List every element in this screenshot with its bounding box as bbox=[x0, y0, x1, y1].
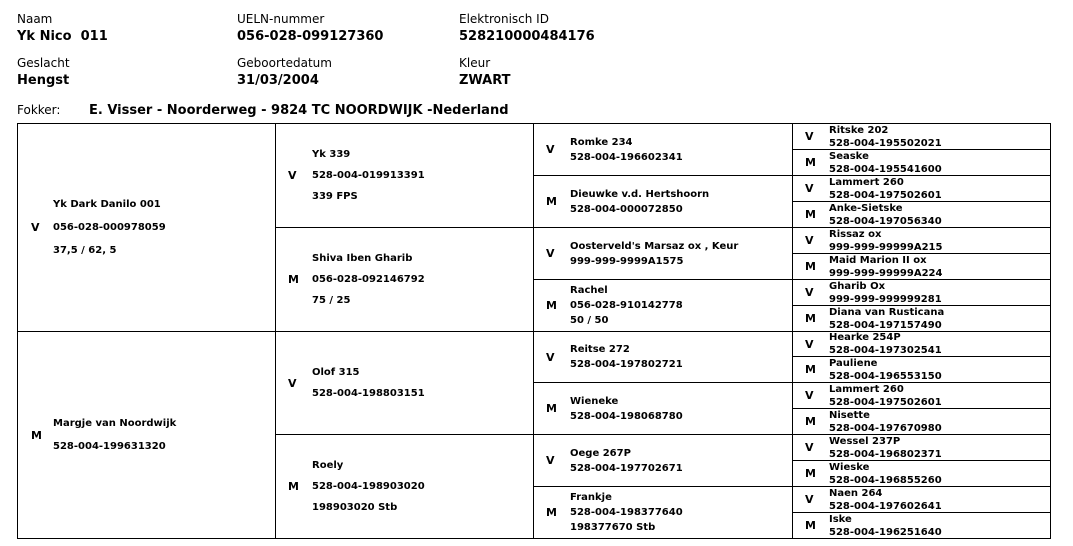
horse-name: Dieuwke v.d. Hertshoorn bbox=[570, 189, 710, 200]
horse-name: Reitse 272 bbox=[570, 344, 630, 355]
sex-marker: M bbox=[805, 519, 816, 532]
name-label: Naam bbox=[17, 12, 53, 26]
horse-detail: 37,5 / 62, 5 bbox=[53, 245, 117, 256]
horse-name: Gharib Ox bbox=[829, 281, 886, 292]
horse-detail: 999-999-999999281 bbox=[829, 294, 942, 305]
horse-name: Lammert 260 bbox=[829, 384, 904, 395]
pedigree-cell-gen3 bbox=[533, 486, 793, 539]
horse-name: Ritske 202 bbox=[829, 125, 889, 136]
ueln-value: 056-028-099127360 bbox=[237, 29, 384, 44]
pedigree-cell-gen4 bbox=[792, 123, 1051, 150]
horse-name: Rissaz ox bbox=[829, 229, 882, 240]
pedigree-cell-gen4 bbox=[792, 227, 1051, 254]
horse-detail: 528-004-197302541 bbox=[829, 345, 942, 356]
pedigree-cell-gen3 bbox=[533, 382, 793, 435]
breeder-row bbox=[17, 99, 509, 118]
pedigree-cell-gen4 bbox=[792, 149, 1051, 176]
pedigree-cell-gen2 bbox=[275, 434, 534, 539]
sex-marker: V bbox=[805, 234, 814, 247]
sex-marker: M bbox=[288, 273, 299, 286]
pedigree-cell-gen4 bbox=[792, 201, 1051, 228]
pedigree-cell-gen4 bbox=[792, 486, 1051, 513]
horse-detail: 198903020 Stb bbox=[312, 502, 398, 513]
horse-name: Shiva Iben Gharib bbox=[312, 253, 413, 264]
horse-detail: 528-004-198377640 bbox=[570, 507, 683, 518]
sex-marker: V bbox=[805, 286, 814, 299]
horse-detail: 999-999-9999A1575 bbox=[570, 256, 684, 267]
sex-marker: V bbox=[805, 441, 814, 454]
horse-name: Yk Dark Danilo 001 bbox=[53, 199, 161, 210]
pedigree-cell-gen3 bbox=[533, 279, 793, 332]
horse-detail: 528-004-199631320 bbox=[53, 441, 166, 452]
sex-marker: V bbox=[288, 169, 297, 182]
pedigree-cell-gen4 bbox=[792, 331, 1051, 357]
sex-marker: V bbox=[546, 143, 555, 156]
sex-marker: M bbox=[805, 312, 816, 325]
horse-detail: 999-999-99999A215 bbox=[829, 242, 943, 253]
gender-value: Hengst bbox=[17, 73, 70, 88]
horse-detail: 528-004-019913391 bbox=[312, 170, 425, 181]
sex-marker: V bbox=[805, 130, 814, 143]
horse-name: Frankje bbox=[570, 492, 612, 503]
pedigree-cell-gen4 bbox=[792, 305, 1051, 332]
breeder-label: Fokker: bbox=[17, 103, 61, 117]
sex-marker: M bbox=[805, 467, 816, 480]
pedigree-cell-gen4 bbox=[792, 382, 1051, 409]
ueln-label: UELN-nummer bbox=[237, 12, 325, 26]
horse-detail: 528-004-198803151 bbox=[312, 388, 425, 399]
sex-marker: M bbox=[546, 195, 557, 208]
horse-name: Anke-Sietske bbox=[829, 203, 903, 214]
pedigree-cell-gen3 bbox=[533, 331, 793, 383]
horse-detail: 528-004-198068780 bbox=[570, 411, 683, 422]
breeder-value: E. Visser - Noorderweg - 9824 TC NOORDWIJK -Nederland bbox=[89, 103, 509, 118]
horse-name: Iske bbox=[829, 514, 852, 525]
pedigree-cell-gen2 bbox=[275, 123, 534, 228]
sex-marker: V bbox=[546, 247, 555, 260]
horse-name: Oege 267P bbox=[570, 448, 631, 459]
horse-detail: 528-004-197670980 bbox=[829, 423, 942, 434]
horse-name: Seaske bbox=[829, 151, 869, 162]
pedigree-cell-gen3 bbox=[533, 175, 793, 228]
color-label: Kleur bbox=[459, 56, 491, 70]
pedigree-cell-gen4 bbox=[792, 512, 1051, 539]
horse-detail: 528-004-197602641 bbox=[829, 501, 942, 512]
horse-detail: 528-004-197157490 bbox=[829, 320, 942, 331]
sex-marker: V bbox=[805, 182, 814, 195]
sex-marker: M bbox=[805, 208, 816, 221]
pedigree-cell-gen4 bbox=[792, 253, 1051, 280]
horse-detail: 528-004-196855260 bbox=[829, 475, 942, 486]
pedigree-cell-gen3 bbox=[533, 123, 793, 176]
horse-detail: 528-004-196553150 bbox=[829, 371, 942, 382]
horse-detail: 528-004-196802371 bbox=[829, 449, 942, 460]
horse-name: Wieske bbox=[829, 462, 870, 473]
horse-detail: 528-004-197702671 bbox=[570, 463, 683, 474]
horse-name: Pauliene bbox=[829, 358, 878, 369]
sex-marker: V bbox=[288, 377, 297, 390]
pedigree-cell-gen4 bbox=[792, 175, 1051, 202]
horse-detail: 056-028-092146792 bbox=[312, 274, 425, 285]
sex-marker: M bbox=[546, 402, 557, 415]
horse-detail: 528-004-197502601 bbox=[829, 190, 942, 201]
eid-label: Elektronisch ID bbox=[459, 12, 549, 26]
pedigree-cell-gen4 bbox=[792, 408, 1051, 435]
horse-detail: 056-028-910142778 bbox=[570, 300, 683, 311]
color-value: ZWART bbox=[459, 73, 511, 88]
name-value: Yk Nico 011 bbox=[17, 29, 108, 44]
horse-detail: 528-004-195541600 bbox=[829, 164, 942, 175]
horse-name: Yk 339 bbox=[312, 149, 351, 160]
horse-detail: 528-004-196251640 bbox=[829, 527, 942, 538]
sex-marker: M bbox=[805, 415, 816, 428]
horse-detail: 528-004-197056340 bbox=[829, 216, 942, 227]
horse-detail: 339 FPS bbox=[312, 191, 358, 202]
horse-detail: 528-004-198903020 bbox=[312, 481, 425, 492]
gender-label: Geslacht bbox=[17, 56, 70, 70]
sex-marker: M bbox=[546, 299, 557, 312]
pedigree-cell-gen2 bbox=[275, 227, 534, 332]
horse-detail: 75 / 25 bbox=[312, 295, 351, 306]
sex-marker: V bbox=[546, 351, 555, 364]
dob-value: 31/03/2004 bbox=[237, 73, 319, 88]
horse-detail: 528-004-000072850 bbox=[570, 204, 683, 215]
pedigree-cell-gen3 bbox=[533, 227, 793, 280]
sex-marker: M bbox=[805, 260, 816, 273]
pedigree-cell-gen3 bbox=[533, 434, 793, 487]
horse-detail: 50 / 50 bbox=[570, 315, 609, 326]
pedigree-cell-gen1 bbox=[17, 123, 276, 332]
horse-name: Nisette bbox=[829, 410, 870, 421]
pedigree-cell-gen1 bbox=[17, 331, 276, 539]
pedigree-cell-gen4 bbox=[792, 434, 1051, 461]
pedigree-cell-gen4 bbox=[792, 460, 1051, 487]
sex-marker: M bbox=[805, 156, 816, 169]
horse-detail: 528-004-195502021 bbox=[829, 138, 942, 149]
horse-name: Hearke 254P bbox=[829, 332, 901, 343]
horse-name: Maid Marion II ox bbox=[829, 255, 927, 266]
sex-marker: V bbox=[805, 338, 814, 351]
horse-name: Margje van Noordwijk bbox=[53, 418, 177, 429]
pedigree-cell-gen4 bbox=[792, 279, 1051, 306]
sex-marker: V bbox=[805, 493, 814, 506]
horse-name: Naen 264 bbox=[829, 488, 883, 499]
horse-name: Wieneke bbox=[570, 396, 619, 407]
horse-name: Wessel 237P bbox=[829, 436, 901, 447]
horse-detail: 528-004-197802721 bbox=[570, 359, 683, 370]
horse-detail: 528-004-196602341 bbox=[570, 152, 683, 163]
horse-name: Lammert 260 bbox=[829, 177, 904, 188]
horse-name: Romke 234 bbox=[570, 137, 633, 148]
dob-label: Geboortedatum bbox=[237, 56, 332, 70]
horse-name: Roely bbox=[312, 460, 344, 471]
sex-marker: V bbox=[31, 221, 40, 234]
horse-name: Oosterveld's Marsaz ox , Keur bbox=[570, 241, 739, 252]
pedigree-cell-gen4 bbox=[792, 356, 1051, 383]
horse-detail: 056-028-000978059 bbox=[53, 222, 166, 233]
eid-value: 528210000484176 bbox=[459, 29, 595, 44]
horse-detail: 999-999-99999A224 bbox=[829, 268, 943, 279]
sex-marker: V bbox=[546, 454, 555, 467]
pedigree-cell-gen2 bbox=[275, 331, 534, 435]
horse-detail: 528-004-197502601 bbox=[829, 397, 942, 408]
sex-marker: M bbox=[805, 363, 816, 376]
sex-marker: M bbox=[288, 480, 299, 493]
sex-marker: M bbox=[546, 506, 557, 519]
horse-name: Rachel bbox=[570, 285, 608, 296]
sex-marker: V bbox=[805, 389, 814, 402]
horse-detail: 198377670 Stb bbox=[570, 522, 656, 533]
horse-name: Olof 315 bbox=[312, 367, 360, 378]
horse-name: Diana van Rusticana bbox=[829, 307, 945, 318]
sex-marker: M bbox=[31, 429, 42, 442]
